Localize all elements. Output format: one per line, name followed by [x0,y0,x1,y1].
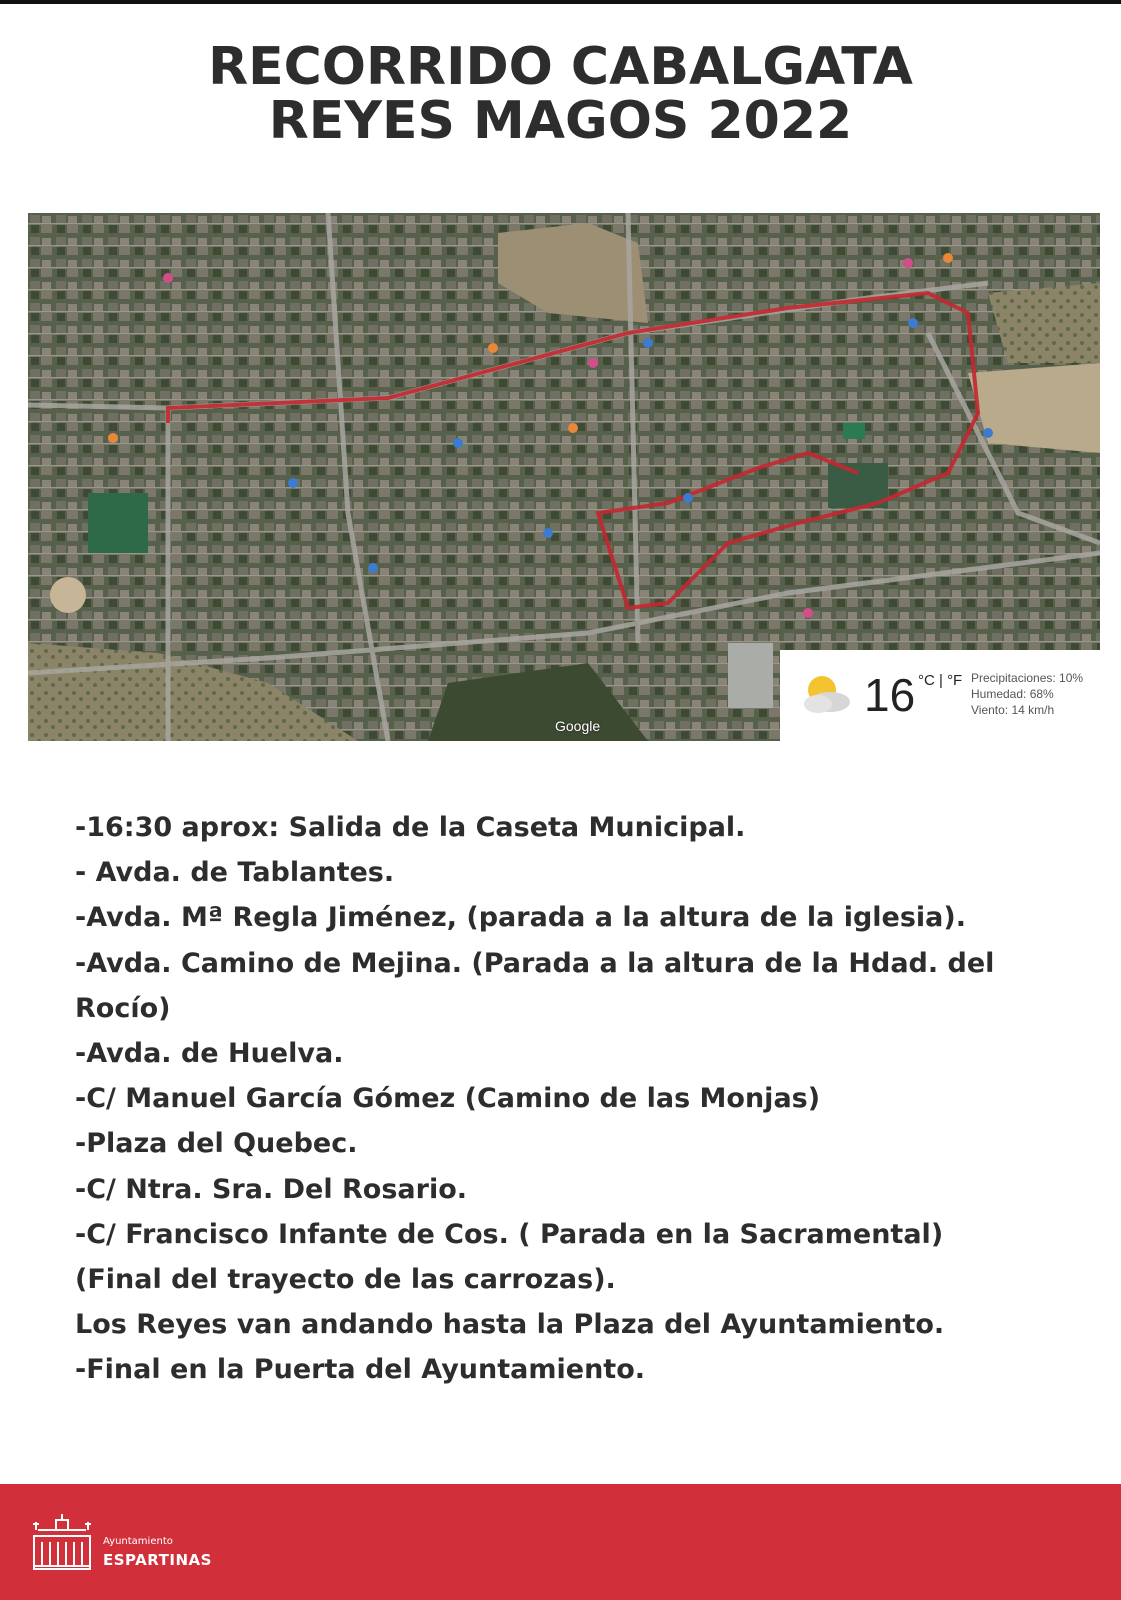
precipitation-text: Precipitaciones: 10% [971,671,1084,685]
route-line-item: - Avda. de Tablantes. [75,857,395,889]
top-border [0,0,1121,4]
org-name: ESPARTINAS [103,1551,212,1569]
route-line-item: Rocío) [75,992,171,1024]
town-hall-icon [30,1512,94,1574]
humidity-text: Humedad: 68% [971,687,1054,701]
route-line-item: -Avda. Mª Regla Jiménez, (parada a la altura de la iglesia). [75,902,966,934]
route-line-item: (Final del trayecto de las carrozas). [75,1264,616,1296]
wind-text: Viento: 14 km/h [971,703,1055,717]
footer-bar [0,1484,1121,1600]
google-watermark: Google [555,718,601,734]
route-line-item: -Avda. Camino de Mejina. (Parada a la altura de la Hdad. del [75,947,995,979]
route-line-item: -Avda. de Huelva. [75,1038,344,1070]
temperature-units-toggle[interactable]: °C | °F [918,672,963,689]
route-line-item: -C/ Ntra. Sra. Del Rosario. [75,1173,468,1205]
page-title [0,37,1121,151]
title-line-1: RECORRIDO CABALGATA [208,37,913,97]
route-line-item: -Final en la Puerta del Ayuntamiento. [75,1354,646,1386]
weather-widget [780,650,1100,741]
temperature-value: 16 [864,669,916,721]
org-subtitle: Ayuntamiento [103,1536,173,1547]
route-line-item: Los Reyes van andando hasta la Plaza del Ayuntamiento. [75,1309,945,1341]
title-line-2: REYES MAGOS 2022 [268,91,853,151]
route-line-item: -C/ Manuel García Gómez (Camino de las Monjas) [75,1083,821,1115]
route-list [75,805,1035,1393]
route-line-item: -Plaza del Quebec. [75,1128,358,1160]
weather-details [971,670,1083,718]
partly-cloudy-icon [792,670,856,722]
route-line-item: -C/ Francisco Infante de Cos. ( Parada en la Sacramental) [75,1218,944,1250]
route-line-item: -16:30 aprox: Salida de la Caseta Municipal. [75,812,746,843]
